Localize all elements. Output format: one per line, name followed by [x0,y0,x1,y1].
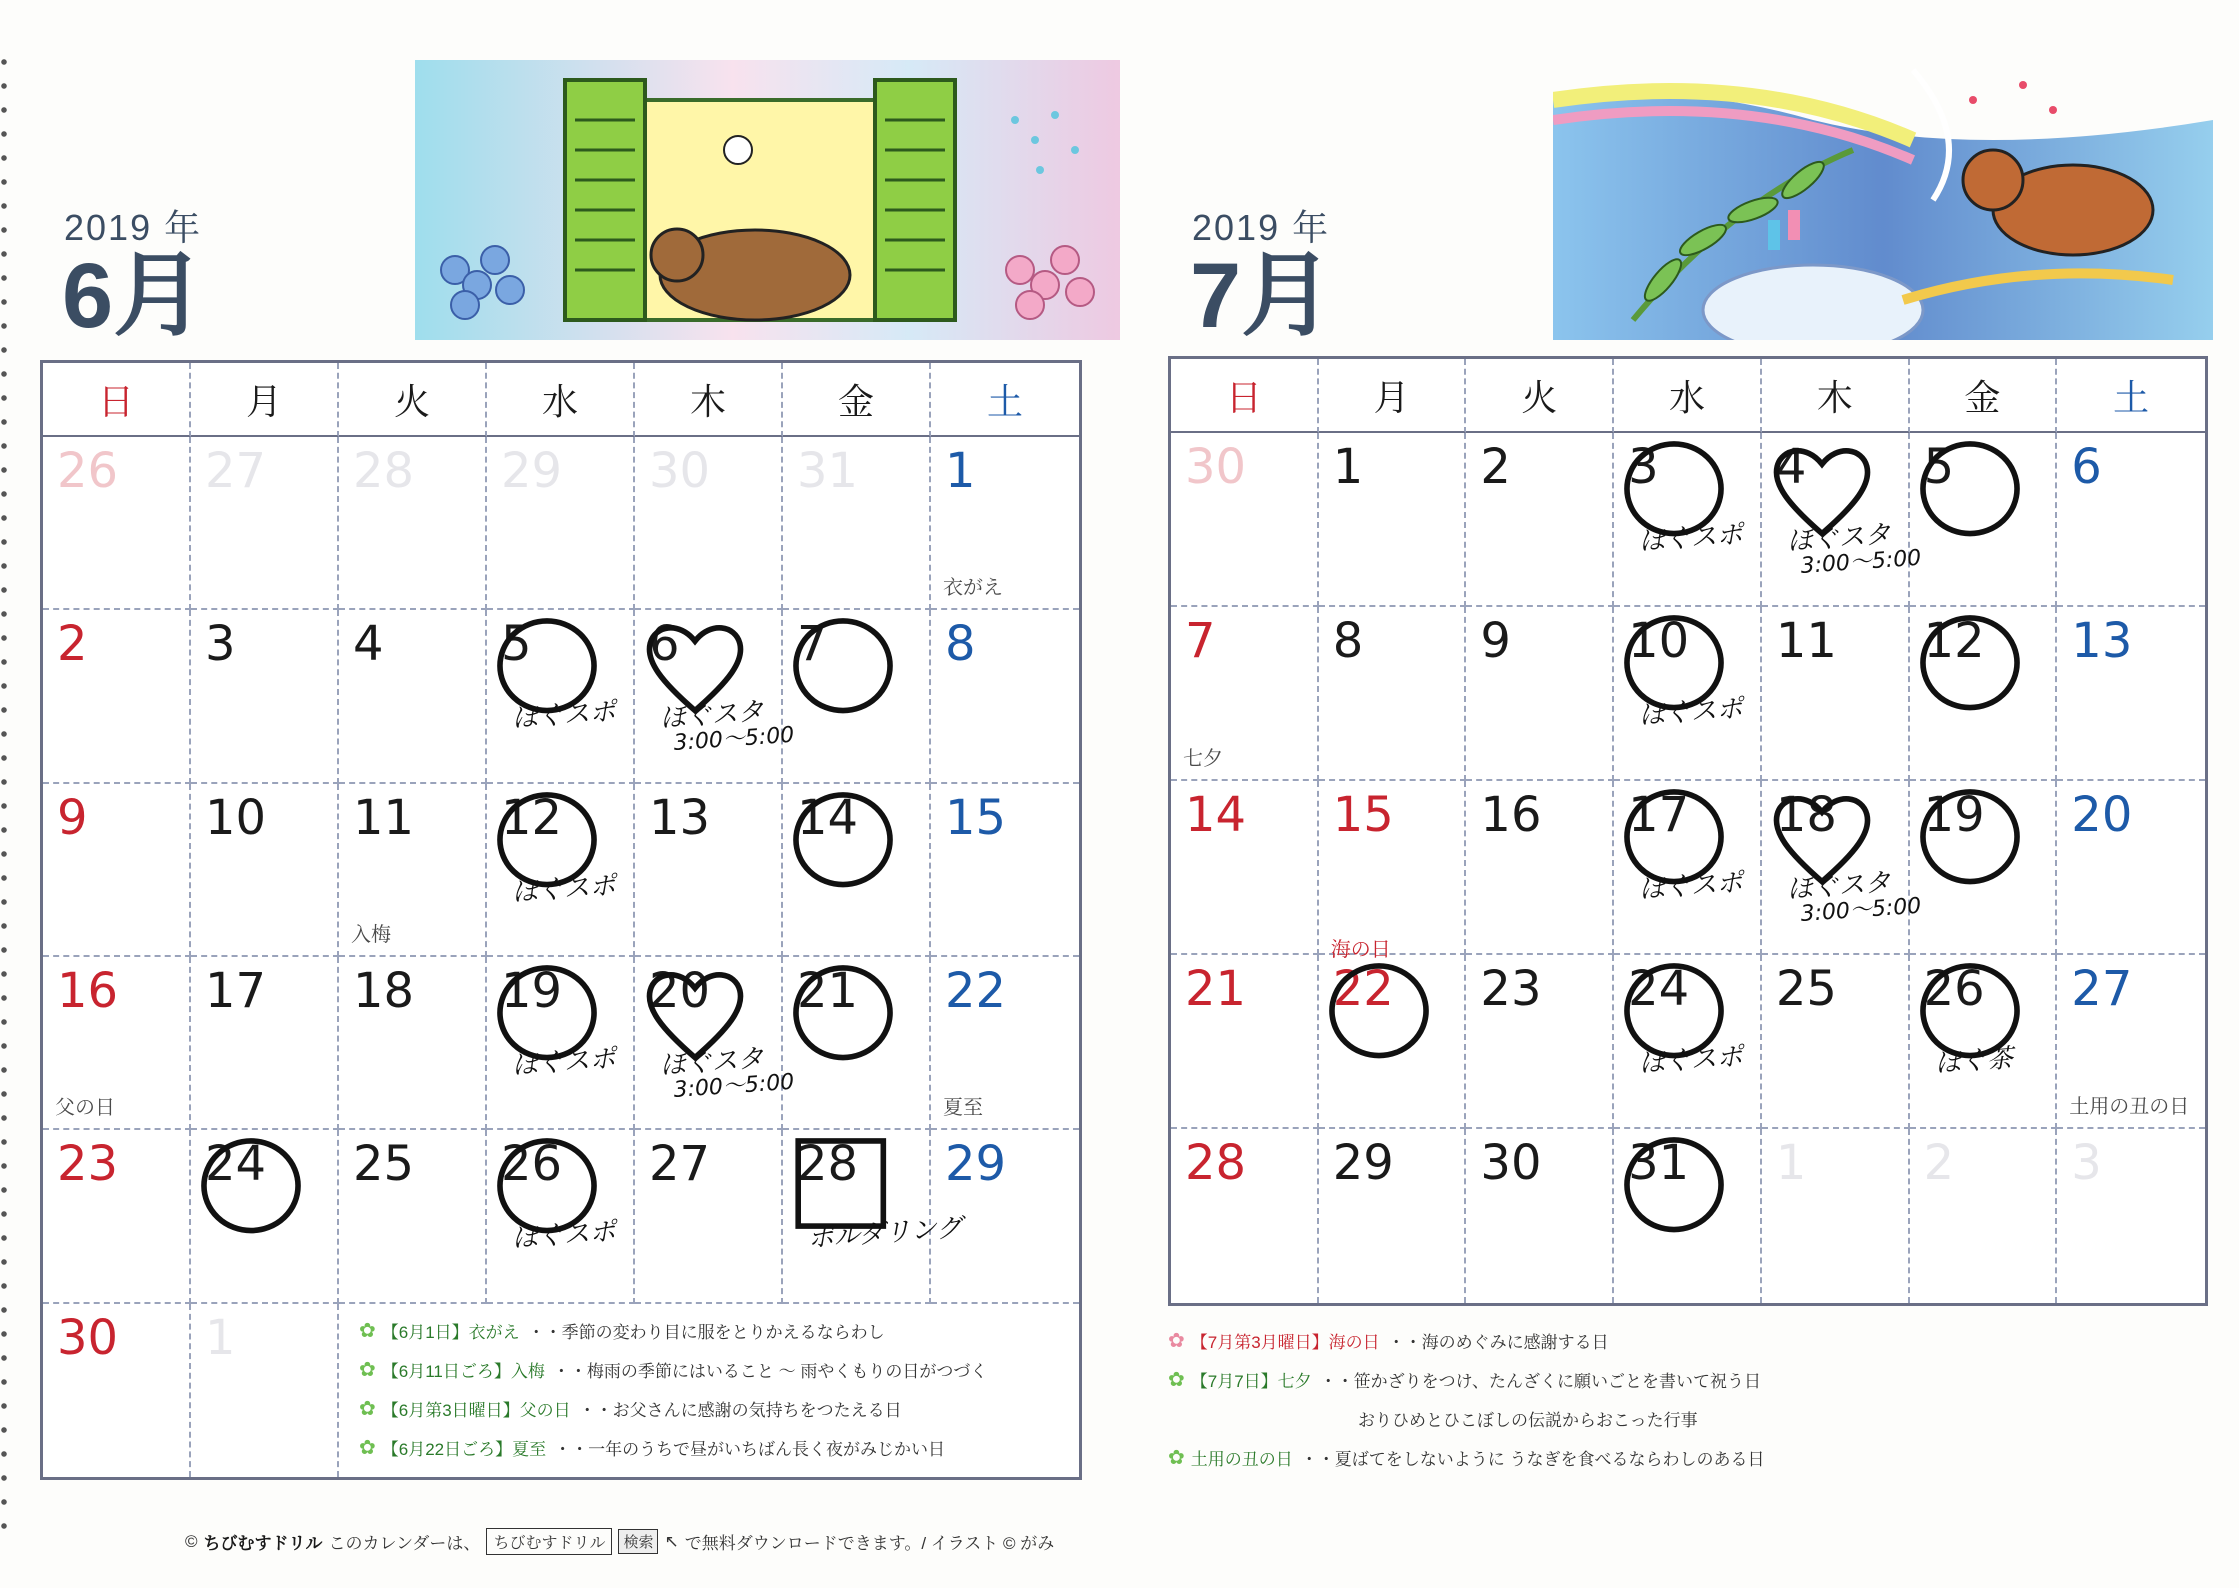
day-number: 6 [2071,439,2102,495]
flower-icon: ✿ [1168,1447,1185,1469]
handwritten-note [659,697,795,757]
legend-note [359,1357,1079,1382]
day-number: 31 [1628,1135,1690,1191]
legend-note [1168,1406,2208,1431]
note-text: ほぐスタ [658,697,765,735]
legend-text: ・・梅雨の季節にはいること 〜 雨やくもりの日がつづく [552,1361,988,1381]
note-text: ほぐスポ [510,1217,617,1255]
day-number: 10 [205,789,267,846]
legend-text: ・・夏ばてをしないように うなぎを食べるならわしのある日 [1300,1450,1765,1469]
july-day-cell[interactable] [1466,1129,1614,1303]
note-text: ほぐスポ [1638,693,1744,731]
handwritten-note [1638,1041,1744,1079]
legend-text: ・・季節の変わり目に服をとりかえるならわし [527,1322,885,1342]
note-text: ほぐスタ [658,1043,765,1081]
flower-icon: ✿ [359,1319,376,1342]
day-number: 23 [57,1136,119,1193]
day-number: 13 [2071,613,2133,669]
june-day-cell[interactable] [43,957,191,1130]
june-day-cell[interactable] [191,437,339,610]
july-calendar-grid [1168,356,2208,1306]
june-day-cell[interactable] [931,784,1079,957]
note-time: 3:00〜5:00 [1799,893,1922,928]
june-day-cell[interactable] [635,610,796,783]
july-day-cell[interactable] [1910,1129,2058,1303]
legend-note [359,1435,1079,1460]
flower-icon: ✿ [359,1358,376,1381]
flower-icon: ✿ [1168,1330,1185,1352]
july-day-cell[interactable] [1466,781,1614,955]
legend-key: 【6月11日ごろ】入梅 [381,1361,545,1381]
search-button: 検索 [618,1529,658,1554]
july-month-title: 7月 [1190,245,1334,347]
legend-note [359,1396,1079,1421]
cursor-icon: ↖ [664,1531,679,1551]
june-dow-6: 土 [931,363,1079,437]
july-day-cell[interactable] [1319,781,1467,955]
july-day-cell[interactable] [2057,955,2205,1129]
day-number: 3 [205,616,236,673]
june-day-cell[interactable] [191,784,339,957]
legend-note [1168,1328,2208,1353]
july-notes [1168,1328,2208,1484]
day-number: 30 [1185,439,1247,495]
event-label: 夏至 [943,1097,983,1120]
june-day-cell[interactable] [635,437,783,610]
june-day-cell[interactable] [783,437,931,610]
day-number: 9 [1480,613,1511,669]
june-day-cell[interactable] [191,957,339,1130]
day-number: 4 [1775,439,1807,495]
june-day-cell[interactable] [191,1304,339,1477]
june-day-cell[interactable] [487,1130,635,1303]
june-day-cell[interactable] [487,610,635,783]
legend-text: ・・一年のうちで昼がいちばん長く夜がみじかい日 [554,1439,945,1459]
day-number: 19 [1923,787,1985,843]
july-dow-4: 木 [1762,359,1910,433]
july-day-cell[interactable] [1466,433,1614,607]
july-day-cell[interactable] [1319,433,1467,607]
event-label: 衣がえ [943,577,1003,600]
june-notes [339,1304,1079,1477]
day-number: 14 [1185,787,1247,843]
july-day-cell[interactable] [1614,433,1762,607]
july-day-cell[interactable] [1466,955,1614,1129]
day-number: 23 [1480,961,1542,1017]
day-number: 11 [1775,613,1837,669]
legend-note [1168,1445,2208,1470]
day-number: 2 [1923,1135,1955,1191]
day-number: 26 [57,443,119,499]
handwritten-note [1638,519,1744,557]
july-day-cell[interactable] [1319,607,1467,781]
june-header [40,0,1090,350]
legend-note [359,1318,1079,1343]
search-box: ちびむすドリル [486,1528,612,1555]
day-number: 7 [1185,613,1216,669]
june-window-boar-illustration [415,60,1120,340]
june-day-cell[interactable] [339,437,487,610]
june-day-cell[interactable] [43,1304,191,1477]
june-day-cell[interactable] [635,957,796,1130]
flower-icon: ✿ [359,1397,376,1420]
note-text: ほぐスタ [1785,519,1892,557]
day-number: 1 [205,1309,236,1366]
day-number: 16 [1480,787,1542,843]
day-number: 27 [205,443,267,499]
brand-logo: ちびむすドリル [203,1534,323,1553]
june-day-cell[interactable] [339,1130,487,1303]
july-dow-6: 土 [2057,359,2205,433]
handwritten-note [511,1219,617,1253]
handwritten-note [1786,868,1922,928]
day-number: 16 [57,962,119,1019]
note-text: ほぐスポ [510,870,617,908]
footer-suffix: で無料ダウンロードできます。/ イラスト © がみ [684,1534,1055,1553]
day-number: 31 [797,443,859,499]
handwritten-note [1933,1043,2014,1079]
july-day-cell[interactable] [2057,1129,2205,1303]
day-number: 27 [2071,961,2133,1017]
note-time: 3:00〜5:00 [1799,545,1922,580]
june-day-cell[interactable] [191,1130,339,1303]
legend-text: ・・お父さんに感謝の気持ちをつたえる日 [578,1400,902,1420]
day-number: 19 [501,962,563,1019]
day-number: 30 [649,443,711,499]
handwritten-note [659,1044,795,1104]
note-text: ほぐスタ [1785,867,1892,905]
july-day-cell[interactable] [1171,781,1319,955]
note-text: ほぐスポ [510,1043,617,1081]
june-day-cell[interactable] [43,784,191,957]
july-dow-5: 金 [1910,359,2058,433]
note-text: ほぐ茶 [1933,1043,2014,1079]
june-dow-3: 水 [487,363,635,437]
day-number: 20 [649,962,711,1019]
july-day-cell[interactable] [1614,955,1762,1129]
note-text: ボルダリング [806,1213,964,1255]
july-header [1168,0,2218,350]
july-year: 2019 年 [1192,207,1331,248]
june-day-cell[interactable] [635,784,783,957]
day-number: 26 [1923,961,1985,1017]
handwritten-note [511,872,617,906]
july-day-cell[interactable] [1319,1129,1467,1303]
june-day-cell[interactable] [783,610,931,783]
handwritten-note [1638,693,1744,731]
handwritten-note [511,699,617,733]
july-dow-0: 日 [1171,359,1319,433]
july-day-cell[interactable] [1171,607,1319,781]
day-number: 17 [205,962,267,1019]
day-number: 10 [1628,613,1690,669]
legend-note [1168,1367,2208,1392]
holiday-label: 海の日 [1330,939,1391,961]
day-number: 18 [353,962,415,1019]
july-day-cell[interactable] [1762,781,1922,955]
june-day-cell[interactable] [635,1130,783,1303]
day-number: 15 [1332,787,1394,843]
june-dow-2: 火 [339,363,487,437]
day-number: 2 [57,616,88,673]
footer [185,1528,1054,1555]
note-time: 3:00〜5:00 [672,1069,796,1104]
july-day-cell[interactable] [2057,607,2205,781]
june-day-cell[interactable] [931,437,1079,610]
july-day-cell[interactable] [1614,781,1762,955]
day-number: 6 [649,616,680,673]
note-text: ほぐスポ [510,697,617,735]
june-dow-4: 木 [635,363,783,437]
handwritten-note [1638,867,1744,905]
day-number: 25 [1775,961,1837,1017]
day-number: 14 [797,789,859,846]
july-day-cell[interactable] [1762,1129,1910,1303]
july-day-cell[interactable] [1466,607,1614,781]
event-label: 七夕 [1183,748,1223,770]
july-day-cell[interactable] [1171,955,1319,1129]
day-number: 28 [353,443,415,499]
legend-key: 【7月第3月曜日】海の日 [1190,1333,1380,1352]
june-day-cell[interactable] [487,784,635,957]
day-number: 2 [1480,439,1511,495]
copyright-mark: © [185,1531,198,1551]
footer-prefix: このカレンダーは、 [328,1534,481,1553]
july-day-cell[interactable] [1910,781,2058,955]
day-number: 12 [501,789,563,846]
june-dow-5: 金 [783,363,931,437]
june-day-cell[interactable] [487,957,635,1130]
event-label: 土用の丑の日 [2069,1096,2190,1118]
day-number: 28 [797,1136,859,1193]
july-day-cell[interactable] [2057,781,2205,955]
legend-key: 土用の丑の日 [1190,1450,1293,1469]
day-number: 3 [1628,439,1659,495]
july-day-cell[interactable] [1171,1129,1319,1303]
june-day-cell[interactable] [783,957,931,1130]
july-dow-1: 月 [1319,359,1467,433]
note-text: ほぐスポ [1638,1041,1744,1079]
day-number: 24 [1628,961,1690,1017]
day-number: 15 [945,789,1007,846]
day-number: 3 [2071,1135,2102,1191]
july-day-cell[interactable] [2057,433,2205,607]
day-number: 27 [649,1136,711,1193]
day-number: 18 [1775,787,1837,843]
legend-text: ・・笹かざりをつけ、たんざくに願いごとを書いて祝う日 [1319,1372,1762,1391]
flower-icon: ✿ [1168,1369,1185,1391]
handwritten-note [1786,520,1922,580]
day-number: 12 [1923,613,1985,669]
day-number: 29 [1332,1135,1394,1191]
binding-holes [0,50,8,1530]
legend-key: 【7月7日】七夕 [1190,1372,1312,1391]
day-number: 21 [797,962,859,1019]
day-number: 13 [649,789,711,846]
day-number: 9 [57,789,88,846]
day-number: 1 [945,443,976,499]
july-day-cell[interactable] [1762,433,1922,607]
june-day-cell[interactable] [339,784,487,957]
july-day-cell[interactable] [1171,433,1319,607]
day-number: 1 [1332,439,1364,495]
june-day-cell[interactable] [43,437,191,610]
day-number: 28 [1185,1135,1247,1191]
june-day-cell[interactable] [931,610,1079,783]
june-day-cell[interactable] [43,610,191,783]
legend-key: 【6月1日】衣がえ [381,1322,520,1342]
flower-icon: ✿ [359,1436,376,1459]
june-year: 2019 年 [64,207,203,248]
july-tanabata-boar-illustration [1553,60,2213,340]
day-number: 30 [1480,1135,1542,1191]
legend-text: ・・海のめぐみに感謝する日 [1387,1333,1609,1352]
june-day-cell[interactable] [487,437,635,610]
day-number: 11 [353,789,415,846]
day-number: 20 [2071,787,2133,843]
july-day-cell[interactable] [1614,1129,1762,1303]
july-day-cell[interactable] [1910,955,2058,1129]
legend-text: おりひめとひこぼしの伝説からおこった行事 [1358,1411,1698,1430]
july-dow-3: 水 [1614,359,1762,433]
july-day-cell[interactable] [1910,607,2058,781]
june-day-cell[interactable] [339,957,487,1130]
day-number: 8 [1332,613,1364,669]
july-day-cell[interactable] [1762,955,1910,1129]
day-number: 7 [797,616,828,673]
legend-key: 【6月第3日曜日】父の日 [381,1400,571,1420]
june-day-cell[interactable] [931,1130,1079,1303]
day-number: 29 [945,1136,1007,1193]
june-dow-0: 日 [43,363,191,437]
july-day-cell[interactable] [1614,607,1762,781]
handwritten-note [510,1043,617,1081]
note-text: ほぐスポ [1638,519,1744,557]
june-day-cell[interactable] [783,784,931,957]
july-day-cell[interactable] [1910,433,2058,607]
day-number: 25 [353,1136,415,1193]
day-number: 17 [1628,787,1690,843]
june-day-cell[interactable] [43,1130,191,1303]
day-number: 4 [353,616,384,673]
june-month-title: 6月 [62,245,206,347]
day-number: 22 [1332,961,1394,1017]
june-day-cell[interactable] [783,1130,964,1303]
june-day-cell[interactable] [339,610,487,783]
day-number: 24 [205,1136,267,1193]
legend-key: 【6月22日ごろ】夏至 [381,1439,547,1459]
day-number: 21 [1185,961,1247,1017]
day-number: 29 [501,443,563,499]
day-number: 22 [945,962,1007,1019]
day-number: 5 [1923,439,1955,495]
event-label: 入梅 [351,923,391,946]
june-day-cell[interactable] [191,610,339,783]
june-calendar-grid [40,360,1082,1480]
day-number: 30 [57,1309,119,1366]
note-time: 3:00〜5:00 [672,723,796,757]
note-text: ほぐスポ [1638,867,1744,905]
day-number: 1 [1775,1135,1807,1191]
day-number: 26 [501,1136,563,1193]
july-day-cell[interactable] [1319,939,1467,1129]
june-dow-1: 月 [191,363,339,437]
day-number: 8 [945,616,976,673]
july-day-cell[interactable] [1762,607,1910,781]
june-day-cell[interactable] [931,957,1079,1130]
july-dow-2: 火 [1466,359,1614,433]
event-label: 父の日 [55,1097,115,1120]
day-number: 5 [501,616,532,673]
